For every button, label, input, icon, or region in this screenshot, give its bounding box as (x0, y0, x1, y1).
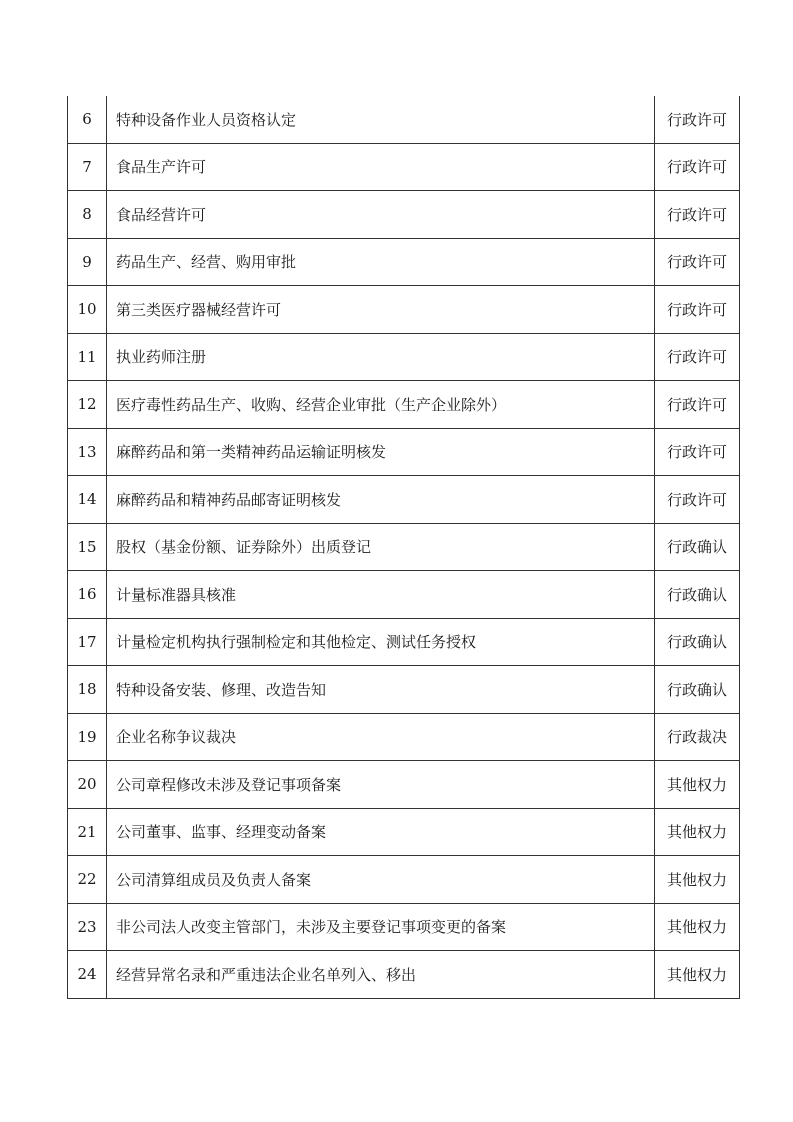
item-name: 股权（基金份额、证券除外）出质登记 (107, 523, 655, 571)
table-row (68, 618, 740, 666)
row-number: 11 (68, 333, 107, 381)
row-number: 10 (68, 286, 107, 334)
item-name: 执业药师注册 (107, 333, 655, 381)
table-row (68, 856, 740, 904)
row-number: 12 (68, 381, 107, 429)
table-row (68, 903, 740, 951)
item-name: 企业名称争议裁决 (107, 713, 655, 761)
power-type: 行政确认 (655, 618, 740, 666)
row-number: 16 (68, 571, 107, 619)
table-row (68, 333, 740, 381)
power-type: 行政裁决 (655, 713, 740, 761)
table-row (68, 523, 740, 571)
item-name: 公司董事、监事、经理变动备案 (107, 808, 655, 856)
power-type: 行政确认 (655, 571, 740, 619)
power-type: 其他权力 (655, 903, 740, 951)
item-name: 特种设备安装、修理、改造告知 (107, 666, 655, 714)
power-type: 行政许可 (655, 96, 740, 143)
item-name: 麻醉药品和精神药品邮寄证明核发 (107, 476, 655, 524)
row-number: 17 (68, 618, 107, 666)
item-name: 计量标准器具核准 (107, 571, 655, 619)
power-type: 行政许可 (655, 428, 740, 476)
table-row (68, 191, 740, 239)
power-type: 行政许可 (655, 333, 740, 381)
item-name: 医疗毒性药品生产、收购、经营企业审批（生产企业除外） (107, 381, 655, 429)
table-row (68, 428, 740, 476)
table-row (68, 96, 740, 143)
power-list-table (67, 96, 740, 999)
row-number: 14 (68, 476, 107, 524)
table-row (68, 381, 740, 429)
table-row (68, 238, 740, 286)
item-name: 食品生产许可 (107, 143, 655, 191)
row-number: 15 (68, 523, 107, 571)
table-row (68, 951, 740, 999)
power-type: 其他权力 (655, 951, 740, 999)
row-number: 7 (68, 143, 107, 191)
power-type: 行政许可 (655, 238, 740, 286)
item-name: 公司清算组成员及负责人备案 (107, 856, 655, 904)
power-type: 行政许可 (655, 191, 740, 239)
power-type: 其他权力 (655, 761, 740, 809)
row-number: 13 (68, 428, 107, 476)
row-number: 23 (68, 903, 107, 951)
table-row (68, 713, 740, 761)
item-name: 药品生产、经营、购用审批 (107, 238, 655, 286)
table-row (68, 761, 740, 809)
table-row (68, 808, 740, 856)
row-number: 18 (68, 666, 107, 714)
row-number: 9 (68, 238, 107, 286)
power-type: 行政确认 (655, 523, 740, 571)
power-type: 其他权力 (655, 808, 740, 856)
row-number: 8 (68, 191, 107, 239)
power-type: 行政确认 (655, 666, 740, 714)
item-name: 计量检定机构执行强制检定和其他检定、测试任务授权 (107, 618, 655, 666)
table-row (68, 143, 740, 191)
power-type: 行政许可 (655, 476, 740, 524)
row-number: 20 (68, 761, 107, 809)
row-number: 22 (68, 856, 107, 904)
row-number: 24 (68, 951, 107, 999)
item-name: 麻醉药品和第一类精神药品运输证明核发 (107, 428, 655, 476)
table-row (68, 286, 740, 334)
item-name: 公司章程修改未涉及登记事项备案 (107, 761, 655, 809)
table-row (68, 666, 740, 714)
table-row (68, 571, 740, 619)
row-number: 6 (68, 96, 107, 143)
power-type: 行政许可 (655, 381, 740, 429)
power-type: 其他权力 (655, 856, 740, 904)
item-name: 第三类医疗器械经营许可 (107, 286, 655, 334)
table-body (68, 96, 740, 998)
row-number: 19 (68, 713, 107, 761)
item-name: 非公司法人改变主管部门，未涉及主要登记事项变更的备案 (107, 903, 655, 951)
item-name: 食品经营许可 (107, 191, 655, 239)
row-number: 21 (68, 808, 107, 856)
item-name: 经营异常名录和严重违法企业名单列入、移出 (107, 951, 655, 999)
table-row (68, 476, 740, 524)
power-type: 行政许可 (655, 286, 740, 334)
power-type: 行政许可 (655, 143, 740, 191)
item-name: 特种设备作业人员资格认定 (107, 96, 655, 143)
